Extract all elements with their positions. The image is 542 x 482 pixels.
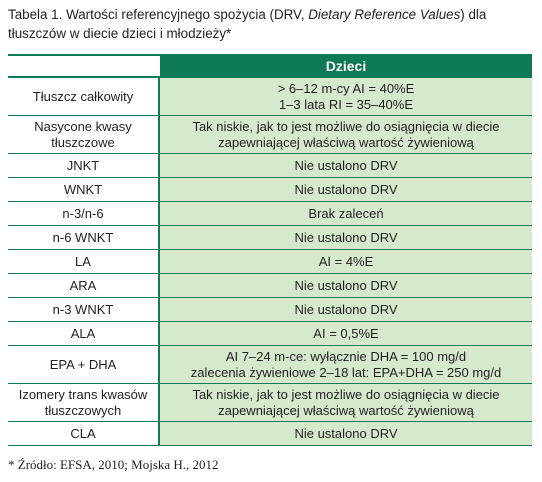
row-value	[159, 178, 532, 202]
row-label	[8, 422, 159, 446]
row-label	[8, 116, 159, 154]
row-value	[159, 226, 532, 250]
row-label	[8, 346, 159, 384]
row-value-line: Nie ustalono DRV	[294, 229, 398, 245]
table-row	[8, 202, 532, 226]
row-value-line: zapewniającej właściwą wartość żywieniową	[218, 402, 474, 418]
row-value	[159, 250, 532, 274]
row-label-line: CLA	[70, 425, 96, 441]
table-row	[8, 298, 532, 322]
table-row	[8, 422, 532, 446]
table-row	[8, 116, 532, 154]
table-row	[8, 77, 532, 116]
row-value	[159, 77, 532, 116]
row-value-line: zalecenia żywieniowe 2–18 lat: EPA+DHA = 250 mg/d	[190, 364, 502, 380]
row-value-line: AI 7–24 m-ce: wyłącznie DHA = 100 mg/d	[225, 348, 467, 364]
header-empty-cell	[8, 55, 159, 77]
table-header-row	[8, 55, 532, 77]
row-value-line: Nie ustalono DRV	[294, 301, 398, 317]
table-row	[8, 322, 532, 346]
drv-table	[8, 54, 532, 446]
row-label-line: LA	[75, 253, 91, 269]
row-value-line: 1–3 lata RI = 35–40%E	[278, 96, 414, 112]
row-value	[159, 116, 532, 154]
table-row	[8, 384, 532, 422]
row-value	[159, 384, 532, 422]
row-value-line: > 6–12 m-cy AI = 40%E	[277, 80, 415, 96]
row-label-line: n-6 WNKT	[52, 229, 114, 245]
table-row	[8, 154, 532, 178]
row-value-line: Tak niskie, jak to jest możliwe do osiągnięcia w diecie	[192, 118, 500, 134]
row-value	[159, 422, 532, 446]
row-label-line: JNKT	[66, 157, 100, 173]
row-label	[8, 298, 159, 322]
row-label-line: tłuszczowe	[51, 134, 115, 150]
row-label-line: Nasycone kwasy	[34, 118, 132, 134]
row-label	[8, 77, 159, 116]
row-value-line: Tak niskie, jak to jest możliwe do osiągnięcia w diecie	[192, 386, 500, 402]
row-label	[8, 202, 159, 226]
row-label-line: Tłuszcz całkowity	[32, 88, 134, 104]
table-row	[8, 250, 532, 274]
row-label	[8, 178, 159, 202]
row-value	[159, 346, 532, 384]
row-label	[8, 322, 159, 346]
row-value-line: Brak zaleceń	[308, 205, 384, 221]
caption-text-2: ) dla tłuszczów w diecie dzieci i młodzieży*	[8, 7, 487, 41]
table-row	[8, 274, 532, 298]
header-dzieci: Dzieci	[159, 55, 532, 77]
table-row	[8, 226, 532, 250]
row-value-line: Nie ustalono DRV	[294, 277, 398, 293]
table-caption	[8, 5, 536, 43]
row-label	[8, 250, 159, 274]
table-row	[8, 346, 532, 384]
row-value	[159, 202, 532, 226]
row-label	[8, 154, 159, 178]
row-label-line: WNKT	[63, 181, 103, 197]
row-value-line: AI = 4%E	[318, 253, 374, 269]
row-value-line: AI = 0,5%E	[313, 325, 379, 341]
row-value-line: Nie ustalono DRV	[294, 157, 398, 173]
row-label	[8, 274, 159, 298]
row-label	[8, 226, 159, 250]
row-label-line: EPA + DHA	[49, 356, 117, 372]
table-row	[8, 178, 532, 202]
caption-italic: Dietary Reference Values	[308, 7, 461, 22]
row-value	[159, 274, 532, 298]
row-label-line: tłuszczowych	[44, 402, 122, 418]
footnote: * Źródło: EFSA, 2010; Mojska H., 2012	[8, 457, 219, 472]
row-label-line: Izomery trans kwasów	[18, 386, 148, 402]
caption-text-1: Tabela 1. Wartości referencyjnego spożycia (DRV,	[8, 7, 309, 22]
row-value	[159, 322, 532, 346]
row-value-line: zapewniającej właściwą wartość żywieniową	[218, 134, 474, 150]
row-value-line: Nie ustalono DRV	[294, 181, 398, 197]
row-value-line: Nie ustalono DRV	[294, 425, 398, 441]
row-label-line: n-3/n-6	[62, 205, 104, 221]
row-label-line: ARA	[69, 277, 97, 293]
row-label-line: n-3 WNKT	[52, 301, 114, 317]
row-value	[159, 298, 532, 322]
row-label	[8, 384, 159, 422]
row-label-line: ALA	[70, 325, 96, 341]
row-value	[159, 154, 532, 178]
